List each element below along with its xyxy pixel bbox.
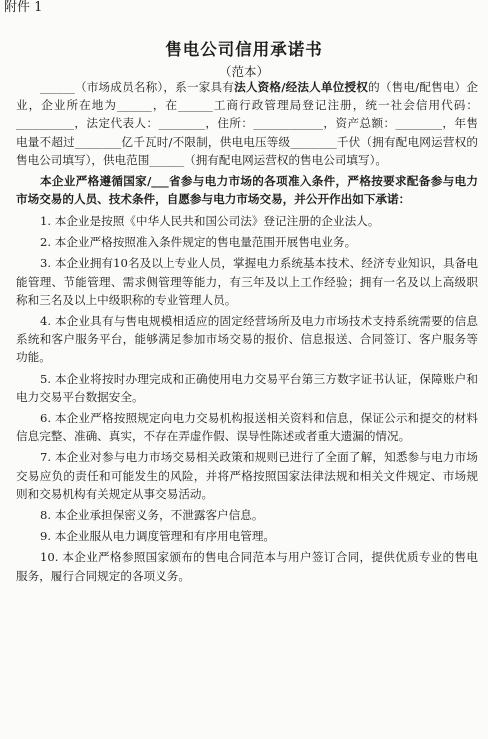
commitment-item-3: 3. 本企业拥有10名及以上专业人员，掌握电力系统基本技术、经济专业知识，具备电能管理、节能管理、需求侧管理等能力，有三年及以上工作经验；拥有一名及以上高级职称和三名及以上中级职称的专业管理人员。 [16,256,478,307]
commitment-statement: 本企业严格遵循国家/___省参与电力市场的各项准入条件，严格按要求配备参与电力市场交易的人员、技术条件，自愿参与电力市场交易，并公开作出如下承诺： [16,173,478,206]
intro-paragraph [16,78,478,169]
document-body [16,78,478,588]
commitment-list [16,212,478,585]
document-subtitle: （范本） [218,64,269,79]
commitment-item-6: 6. 本企业严格按照规定向电力交易机构报送相关资料和信息，保证公示和提交的材料信息完整、准确、真实，不存在弄虚作假、误导性陈述或者重大遗漏的情况。 [16,410,478,444]
commitment-item-8: 8. 本企业承担保密义务，不泄露客户信息。 [40,507,264,522]
intro-text-rest: 的（售电/配售电）企业，企业所在地为______，在______工商行政管理局登记注册，统一社会信用代码：__________，法定代表人：________，住所：____________，资产总额：________，年售电量不超过________亿千瓦时/不限制，供电电压等级________千伏（拥有配电网运营权的售电公司填写），供电范围______（拥有配电网运营权的售电公司填写）。 [16,80,478,167]
commitment-item-9: 9. 本企业服从电力调度管理和有序用电管理。 [40,529,276,544]
commitment-item-5: 5. 本企业将按时办理完成和正确使用电力交易平台第三方数字证书认证，保障账户和电力交易平台数据安全。 [16,371,478,404]
commitment-item-4: 4. 本企业具有与售电规模相适应的固定经营场所及电力市场技术支持系统需要的信息系统和客户服务平台，能够满足参加市场交易的报价、信息报送、合同签订、客户服务等功能。 [16,313,478,365]
document-title: 售电公司信用承诺书 [165,40,323,59]
commitment-item-1: 1. 本企业是按照《中华人民共和国公司法》登记注册的企业法人。 [40,213,380,228]
attachment-label: 附件 1 [4,0,43,15]
intro-text-start: ______（市场成员名称），系一家具有 [40,80,235,94]
commitment-item-2: 2. 本企业严格按照准入条件规定的售电量范围开展售电业务。 [40,235,357,250]
commitment-item-10: 10. 本企业严格参照国家颁布的售电合同范本与用户签订合同，提供优质专业的售电服务，履行合同规定的各项义务。 [16,550,478,583]
commitment-item-7: 7. 本企业对参与电力市场交易相关政策和规则已进行了全面了解，知悉参与电力市场交易应负的责任和可能发生的风险，并将严格按照国家法律法规和相关文件规定、市场规则和交易机构有关规定从事交易活动。 [16,450,478,501]
intro-text-bold: 法人资格/经法人单位授权 [234,80,369,94]
